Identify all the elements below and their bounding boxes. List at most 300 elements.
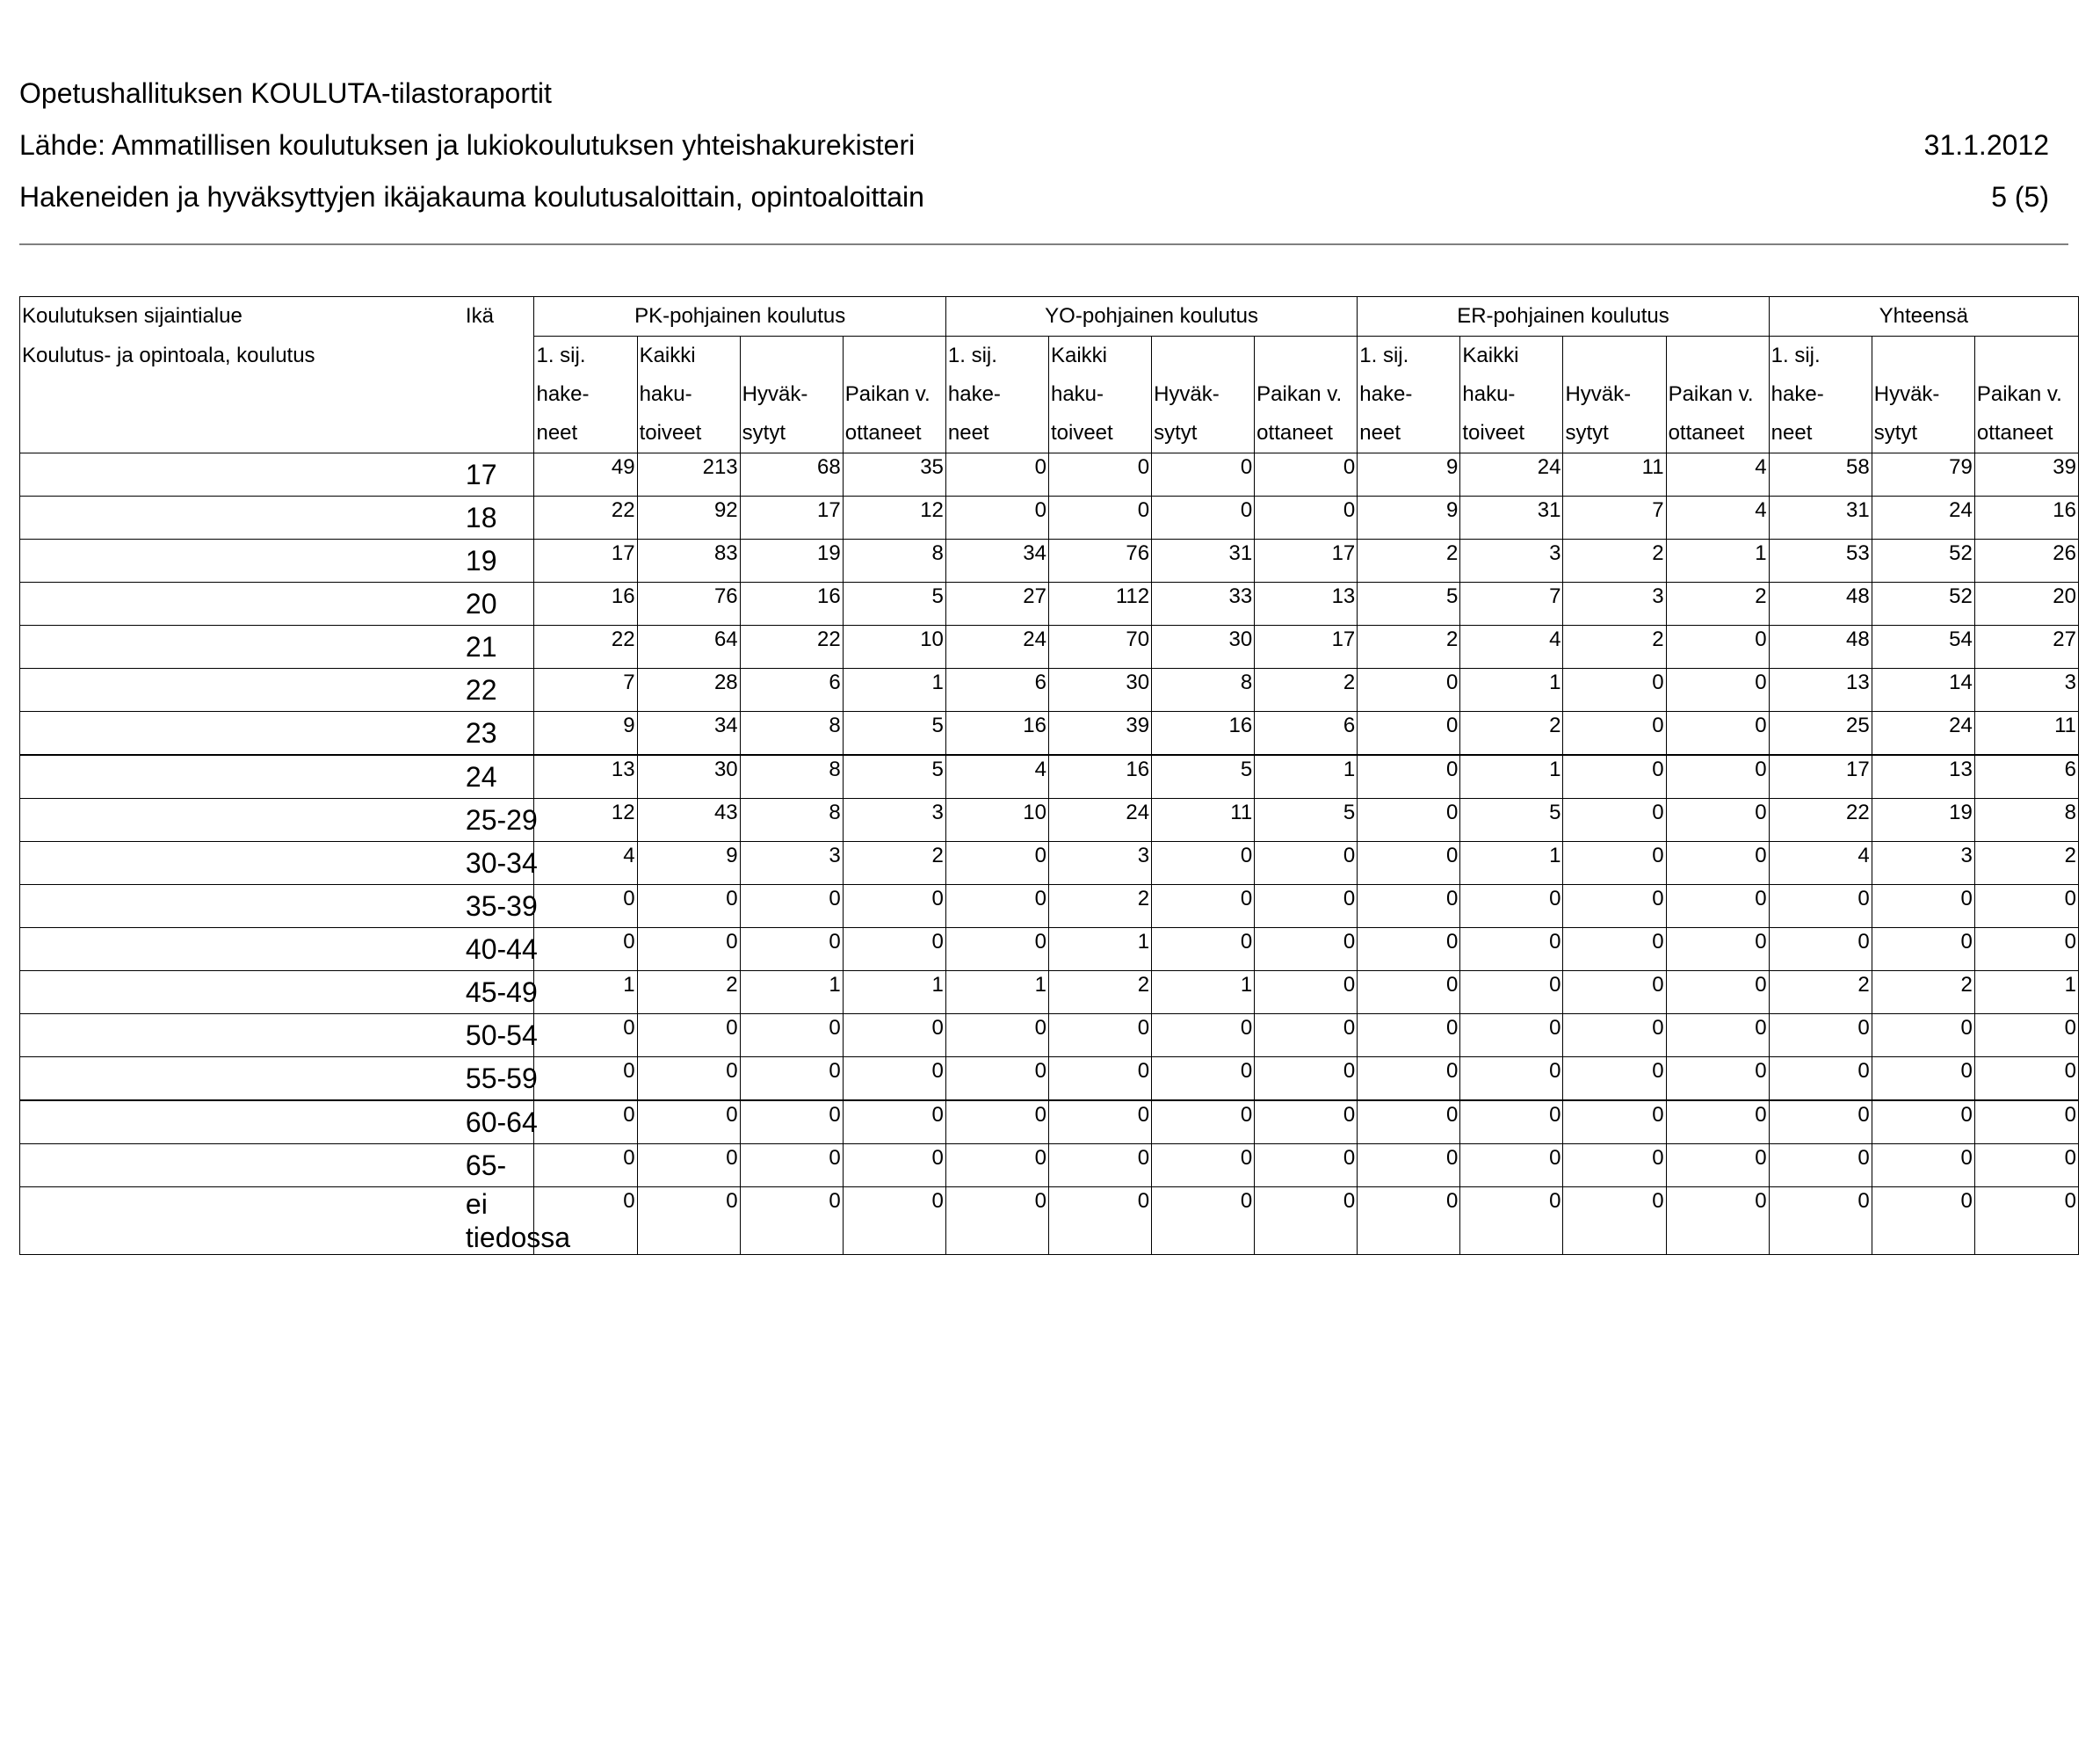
table-cell: 0 — [945, 453, 1048, 497]
table-row — [20, 799, 2079, 842]
table-cell: 31 — [1152, 540, 1255, 583]
table-cell: 0 — [1666, 1057, 1769, 1101]
table-cell: 0 — [1255, 885, 1358, 928]
column-group-header: ER-pohjainen koulutus — [1358, 297, 1769, 337]
row-label — [20, 799, 464, 842]
table-cell: 0 — [1872, 1014, 1974, 1057]
location-header: Koulutuksen sijaintialue — [20, 297, 464, 337]
table-cell: 22 — [740, 626, 843, 669]
column-header — [1563, 337, 1666, 453]
table-cell: 4 — [1769, 842, 1872, 885]
row-label — [20, 712, 464, 756]
column-group-header: YO-pohjainen koulutus — [945, 297, 1357, 337]
table-cell: 1 — [1460, 755, 1563, 799]
row-label — [20, 1014, 464, 1057]
table-cell: 1 — [1460, 842, 1563, 885]
row-label — [20, 1057, 464, 1101]
age-group: 19 — [464, 540, 534, 583]
table-cell: 2 — [637, 971, 740, 1014]
report-source-title — [19, 76, 2049, 111]
row-label — [20, 1100, 464, 1144]
table-cell: 1 — [1666, 540, 1769, 583]
table-cell: 27 — [1974, 626, 2078, 669]
table-cell: 1 — [1152, 971, 1255, 1014]
column-header-line: Hyväk- — [742, 382, 808, 406]
table-cell: 0 — [1974, 885, 2078, 928]
column-header-line: 1. sij. — [1359, 344, 1409, 367]
table-cell: 11 — [1563, 453, 1666, 497]
table-cell: 0 — [1255, 1144, 1358, 1187]
table-cell: 24 — [945, 626, 1048, 669]
report-series-name: Opetushallituksen KOULUTA-tilastoraportit — [19, 77, 552, 109]
table-cell: 9 — [637, 842, 740, 885]
table-cell: 0 — [1152, 1057, 1255, 1101]
table-cell: 0 — [1666, 1187, 1769, 1255]
table-row — [20, 497, 2079, 540]
table-cell: 12 — [534, 799, 637, 842]
table-cell: 0 — [637, 1100, 740, 1144]
table-row — [20, 626, 2079, 669]
age-group: 20 — [464, 583, 534, 626]
table-cell: 0 — [1358, 928, 1460, 971]
table-cell: 10 — [843, 626, 945, 669]
table-cell: 0 — [1666, 885, 1769, 928]
column-header-line: 1. sij. — [1771, 344, 1821, 367]
table-cell: 16 — [740, 583, 843, 626]
table-cell: 0 — [1974, 1144, 2078, 1187]
table-cell: 3 — [843, 799, 945, 842]
table-cell: 0 — [1666, 799, 1769, 842]
column-header-line: 1. sij. — [536, 344, 586, 367]
table-cell: 26 — [1974, 540, 2078, 583]
table-cell: 0 — [534, 1014, 637, 1057]
table-cell: 3 — [1974, 669, 2078, 712]
table-cell: 0 — [945, 497, 1048, 540]
table-row — [20, 885, 2079, 928]
column-header-line: Kaikki — [639, 344, 696, 367]
age-group: 24 — [464, 755, 534, 799]
table-cell: 0 — [637, 928, 740, 971]
table-cell: 0 — [1769, 1187, 1872, 1255]
table-row — [20, 928, 2079, 971]
table-cell: 6 — [740, 669, 843, 712]
table-cell: 5 — [843, 583, 945, 626]
table-cell: 0 — [637, 1144, 740, 1187]
table-cell: 0 — [1563, 755, 1666, 799]
table-cell: 0 — [1152, 928, 1255, 971]
table-cell: 0 — [1872, 1187, 1974, 1255]
table-cell: 13 — [534, 755, 637, 799]
table-cell: 0 — [1563, 1057, 1666, 1101]
table-cell: 0 — [534, 1057, 637, 1101]
column-header-line: Paikan v. — [844, 382, 931, 406]
table-cell: 0 — [534, 885, 637, 928]
column-header-line: ottaneet — [1668, 421, 1745, 445]
table-cell: 9 — [1358, 453, 1460, 497]
column-header-line: sytyt — [1154, 421, 1198, 445]
table-cell: 0 — [1563, 1100, 1666, 1144]
column-header-line: haku- — [1462, 382, 1516, 406]
table-cell: 31 — [1460, 497, 1563, 540]
table-cell: 48 — [1769, 626, 1872, 669]
table-cell: 0 — [1048, 1100, 1151, 1144]
table-cell: 48 — [1769, 583, 1872, 626]
table-cell: 0 — [1460, 971, 1563, 1014]
table-cell: 7 — [1563, 497, 1666, 540]
column-header-line: ottaneet — [844, 421, 922, 445]
table-cell: 0 — [1255, 1057, 1358, 1101]
table-cell: 0 — [1358, 885, 1460, 928]
table-cell: 0 — [1358, 1014, 1460, 1057]
table-cell: 2 — [1563, 626, 1666, 669]
table-cell: 0 — [1563, 971, 1666, 1014]
table-cell: 0 — [1666, 712, 1769, 756]
table-cell: 0 — [843, 1014, 945, 1057]
table-cell: 0 — [1666, 1100, 1769, 1144]
table-cell: 0 — [637, 1187, 740, 1255]
table-cell: 0 — [1974, 1057, 2078, 1101]
table-cell: 0 — [1666, 669, 1769, 712]
table-cell: 0 — [1563, 1144, 1666, 1187]
table-cell: 0 — [1769, 1100, 1872, 1144]
table-cell: 4 — [1460, 626, 1563, 669]
age-group: ei tiedossa — [465, 1188, 571, 1253]
column-header — [1872, 337, 1974, 453]
table-cell: 8 — [843, 540, 945, 583]
table-cell: 0 — [1666, 842, 1769, 885]
column-header-line: neet — [947, 421, 989, 445]
table-cell: 0 — [1358, 1100, 1460, 1144]
table-cell: 16 — [1152, 712, 1255, 756]
age-group: 45-49 — [464, 971, 534, 1014]
column-header-line: Kaikki — [1050, 344, 1108, 367]
table-cell: 17 — [1255, 626, 1358, 669]
row-label — [20, 928, 464, 971]
table-cell: 0 — [740, 1187, 843, 1255]
column-header — [1666, 337, 1769, 453]
table-cell: 25 — [1769, 712, 1872, 756]
table-cell: 1 — [1048, 928, 1151, 971]
column-header — [1048, 337, 1151, 453]
table-cell: 4 — [1666, 453, 1769, 497]
table-cell: 12 — [843, 497, 945, 540]
row-label — [20, 1144, 464, 1187]
table-cell: 16 — [945, 712, 1048, 756]
table-cell: 13 — [1872, 755, 1974, 799]
column-group-header: PK-pohjainen koulutus — [534, 297, 945, 337]
age-group: 55-59 — [464, 1057, 534, 1101]
table-cell: 0 — [1358, 669, 1460, 712]
table-cell: 0 — [1563, 842, 1666, 885]
table-cell: 0 — [1358, 1057, 1460, 1101]
table-cell: 0 — [843, 1187, 945, 1255]
table-cell: 3 — [1563, 583, 1666, 626]
table-cell: 0 — [1048, 497, 1151, 540]
age-group: 50-54 — [464, 1014, 534, 1057]
table-cell: 24 — [1872, 497, 1974, 540]
age-group: 25-29 — [464, 799, 534, 842]
table-cell: 2 — [1460, 712, 1563, 756]
column-header-line: 1. sij. — [947, 344, 997, 367]
table-cell: 0 — [1255, 928, 1358, 971]
column-header-line: Paikan v. — [1256, 382, 1343, 406]
column-header-line: toiveet — [1050, 421, 1113, 445]
table-cell: 5 — [1255, 799, 1358, 842]
table-cell: 0 — [1666, 971, 1769, 1014]
age-group: 65- — [464, 1144, 534, 1187]
table-cell: 0 — [637, 1057, 740, 1101]
table-row — [20, 1100, 2079, 1144]
table-cell: 30 — [1152, 626, 1255, 669]
row-label — [20, 885, 464, 928]
table-cell: 16 — [1974, 497, 2078, 540]
table-cell: 76 — [1048, 540, 1151, 583]
column-header-line: hake- — [947, 382, 1001, 406]
table-cell: 6 — [945, 669, 1048, 712]
column-header-line: Hyväk- — [1873, 382, 1940, 406]
table-row — [20, 453, 2079, 497]
table-cell: 1 — [1255, 755, 1358, 799]
table-cell: 1 — [843, 669, 945, 712]
column-header-line: neet — [536, 421, 578, 445]
table-cell: 53 — [1769, 540, 1872, 583]
table-cell: 0 — [1358, 842, 1460, 885]
table-cell: 19 — [740, 540, 843, 583]
table-cell: 2 — [843, 842, 945, 885]
table-cell: 0 — [843, 1144, 945, 1187]
table-cell: 0 — [1769, 1014, 1872, 1057]
age-group: 35-39 — [464, 885, 534, 928]
table-row — [20, 669, 2079, 712]
table-cell: 0 — [1563, 885, 1666, 928]
table-cell: 0 — [534, 1144, 637, 1187]
table-cell: 24 — [1048, 799, 1151, 842]
row-label — [20, 497, 464, 540]
table-cell: 0 — [843, 1100, 945, 1144]
table-cell: 0 — [945, 1057, 1048, 1101]
table-header-row — [20, 297, 2079, 337]
row-label — [20, 583, 464, 626]
table-cell: 0 — [740, 885, 843, 928]
table-cell: 16 — [534, 583, 637, 626]
table-cell: 0 — [1563, 712, 1666, 756]
table-cell: 0 — [945, 842, 1048, 885]
table-cell: 22 — [1769, 799, 1872, 842]
table-cell: 33 — [1152, 583, 1255, 626]
column-header-line — [1256, 337, 1355, 375]
table-cell: 0 — [1460, 928, 1563, 971]
table-cell: 0 — [1152, 1014, 1255, 1057]
table-cell: 0 — [1563, 669, 1666, 712]
column-header-line — [1977, 337, 2076, 375]
table-cell: 0 — [945, 1187, 1048, 1255]
table-cell: 0 — [1152, 1187, 1255, 1255]
column-header-line: neet — [1771, 421, 1813, 445]
table-cell: 11 — [1152, 799, 1255, 842]
table-cell: 0 — [740, 1144, 843, 1187]
table-cell: 43 — [637, 799, 740, 842]
table-cell: 0 — [637, 885, 740, 928]
column-header-line: sytyt — [742, 421, 786, 445]
table-cell: 0 — [1255, 497, 1358, 540]
table-cell: 0 — [945, 885, 1048, 928]
table-cell: 0 — [945, 1144, 1048, 1187]
table-cell: 0 — [740, 1057, 843, 1101]
table-row — [20, 1014, 2079, 1057]
table-cell: 58 — [1769, 453, 1872, 497]
table-cell: 0 — [1460, 1144, 1563, 1187]
table-cell: 0 — [1974, 1100, 2078, 1144]
column-header-line: Hyväk- — [1565, 382, 1632, 406]
table-cell: 6 — [1974, 755, 2078, 799]
table-cell: 0 — [1255, 1014, 1358, 1057]
column-header — [843, 337, 945, 453]
column-header-line: Paikan v. — [1976, 382, 2062, 406]
table-cell: 0 — [1358, 712, 1460, 756]
column-header-line: haku- — [1050, 382, 1104, 406]
table-cell: 0 — [1048, 1187, 1151, 1255]
table-cell: 0 — [534, 928, 637, 971]
table-cell: 0 — [1666, 1144, 1769, 1187]
row-label — [20, 1187, 464, 1255]
table-cell: 0 — [1048, 453, 1151, 497]
column-header-line — [1669, 337, 1767, 375]
table-cell: 1 — [945, 971, 1048, 1014]
column-header-line: hake- — [1359, 382, 1413, 406]
table-row — [20, 1144, 2079, 1187]
table-cell: 0 — [534, 1100, 637, 1144]
table-cell: 0 — [945, 1100, 1048, 1144]
table-cell: 2 — [1048, 885, 1151, 928]
table-cell: 0 — [1872, 1100, 1974, 1144]
table-cell: 68 — [740, 453, 843, 497]
table-cell: 1 — [1974, 971, 2078, 1014]
row-label — [20, 842, 464, 885]
table-cell: 9 — [1358, 497, 1460, 540]
column-header — [945, 337, 1048, 453]
table-cell: 0 — [843, 928, 945, 971]
table-cell: 0 — [1666, 626, 1769, 669]
column-header — [534, 337, 637, 453]
table-cell: 0 — [1872, 885, 1974, 928]
table-cell: 0 — [1152, 1100, 1255, 1144]
table-cell: 0 — [1769, 928, 1872, 971]
table-cell: 70 — [1048, 626, 1151, 669]
age-group: 40-44 — [464, 928, 534, 971]
table-cell: 4 — [534, 842, 637, 885]
age-group: 23 — [464, 712, 534, 756]
table-cell: 64 — [637, 626, 740, 669]
table-cell: 20 — [1974, 583, 2078, 626]
table-cell: 13 — [1769, 669, 1872, 712]
table-cell: 0 — [1460, 1187, 1563, 1255]
table-cell: 0 — [1460, 1100, 1563, 1144]
table-cell: 0 — [740, 928, 843, 971]
table-cell: 52 — [1872, 583, 1974, 626]
table-cell: 0 — [843, 1057, 945, 1101]
table-cell: 16 — [1048, 755, 1151, 799]
column-header — [637, 337, 740, 453]
table-row — [20, 1057, 2079, 1101]
column-header-line: Hyväk- — [1154, 382, 1220, 406]
table-cell: 0 — [534, 1187, 637, 1255]
table-cell: 2 — [1974, 842, 2078, 885]
table-cell: 2 — [1358, 540, 1460, 583]
table-cell: 0 — [1255, 1187, 1358, 1255]
table-cell: 8 — [740, 755, 843, 799]
table-cell: 1 — [843, 971, 945, 1014]
table-cell: 31 — [1769, 497, 1872, 540]
table-cell: 17 — [1769, 755, 1872, 799]
table-cell: 5 — [1358, 583, 1460, 626]
report-source: Lähde: Ammatillisen koulutuksen ja lukiokoulutuksen yhteishakurekisteri — [19, 129, 916, 161]
table-cell: 3 — [1048, 842, 1151, 885]
table-cell: 0 — [1974, 1187, 2078, 1255]
table-cell: 17 — [740, 497, 843, 540]
table-subheader-row — [20, 337, 2079, 453]
table-cell: 22 — [534, 497, 637, 540]
age-distribution-table — [19, 296, 2079, 1255]
column-header-line: haku- — [639, 382, 692, 406]
table-cell: 11 — [1974, 712, 2078, 756]
table-cell: 2 — [1048, 971, 1151, 1014]
table-cell: 0 — [1358, 799, 1460, 842]
table-cell: 0 — [1152, 497, 1255, 540]
report-date: 31.1.2012 — [1923, 129, 2049, 161]
column-header-line: neet — [1359, 421, 1401, 445]
table-cell: 0 — [1563, 1014, 1666, 1057]
age-group: 22 — [464, 669, 534, 712]
report-source-line — [19, 127, 2049, 163]
table-cell: 0 — [1769, 885, 1872, 928]
column-header-line: sytyt — [1873, 421, 1918, 445]
column-header-line — [742, 337, 841, 375]
table-cell: 0 — [1152, 1144, 1255, 1187]
column-header — [740, 337, 843, 453]
age-group: 60-64 — [464, 1100, 534, 1144]
table-cell: 4 — [945, 755, 1048, 799]
table-cell: 0 — [1152, 885, 1255, 928]
column-header — [1769, 337, 1872, 453]
table-cell: 5 — [843, 712, 945, 756]
table-cell: 92 — [637, 497, 740, 540]
table-cell: 0 — [1358, 755, 1460, 799]
table-row — [20, 583, 2079, 626]
table-cell: 0 — [740, 1014, 843, 1057]
table-cell: 0 — [1974, 1014, 2078, 1057]
column-header-line — [1874, 337, 1973, 375]
table-cell: 39 — [1048, 712, 1151, 756]
table-cell: 13 — [1255, 583, 1358, 626]
report-title: Hakeneiden ja hyväksyttyjen ikäjakauma koulutusaloittain, opintoaloittain — [19, 181, 924, 213]
column-header-line: ottaneet — [1256, 421, 1333, 445]
table-cell: 213 — [637, 453, 740, 497]
table-cell: 112 — [1048, 583, 1151, 626]
table-cell: 7 — [534, 669, 637, 712]
table-cell: 6 — [1255, 712, 1358, 756]
table-cell: 3 — [740, 842, 843, 885]
table-cell: 0 — [1460, 1057, 1563, 1101]
table-cell: 1 — [740, 971, 843, 1014]
table-cell: 0 — [1666, 755, 1769, 799]
table-cell: 3 — [1872, 842, 1974, 885]
table-cell: 0 — [1872, 1144, 1974, 1187]
table-cell: 83 — [637, 540, 740, 583]
table-cell: 0 — [1152, 453, 1255, 497]
column-header — [1255, 337, 1358, 453]
table-cell: 0 — [843, 885, 945, 928]
column-header-line — [1154, 337, 1252, 375]
